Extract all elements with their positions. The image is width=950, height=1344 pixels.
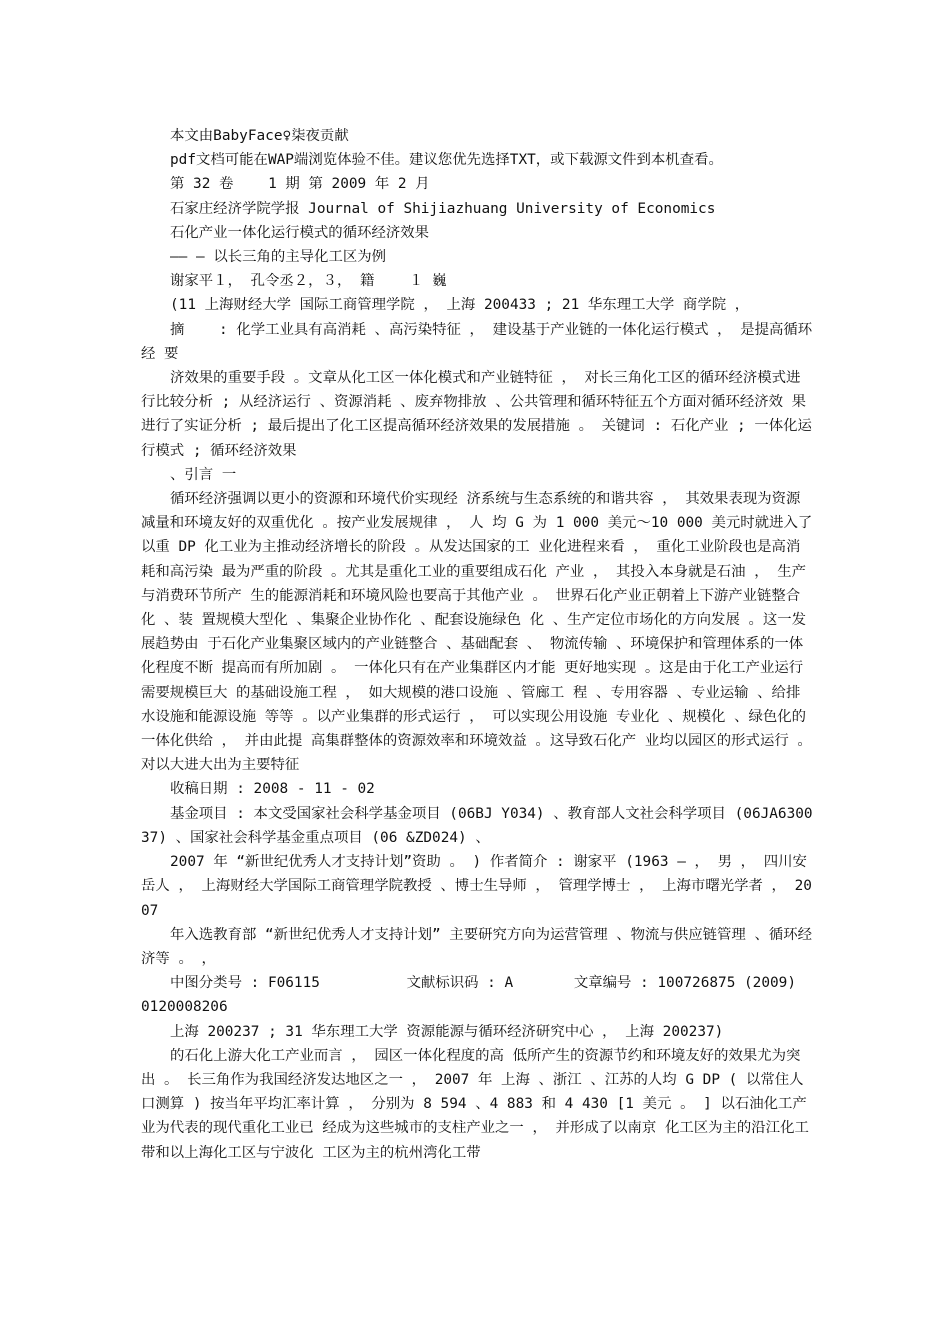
author-bio-2: 年入选教育部 “新世纪优秀人才支持计划” 主要研究方向为运营管理 、物流与供应链管理 、循环经济等 。 ， (141, 926, 813, 967)
funding-note: 基金项目 : 本文受国家社会科学基金项目 (06BJ Y034) 、教育部人文社会科学项目 (06JA630037) 、国家社会科学基金重点项目 (06 &ZD024) 、 (141, 805, 813, 846)
body-paragraph-1: 循环经济强调以更小的资源和环境代价实现经 济系统与生态系统的和谐共容 ， 其效果表现为资源 减量和环境友好的双重优化 。按产业发展规律 ， 人 均 G 为 1 000 美元～10 000 美元时就进入了以重 DP 化工业为主推动经济增长的阶段 。从发达国家的工 业化进程来看 ， 重化工业阶段也是高消耗和高污染 最为严重的阶段 。尤其是重化工业的重要组成石化 产业 ， 其投入本身就是石油 ， 生产与消费环节所产 生的能源消耗和环境风险也要高于其他产业 。 世界石化产业正朝着上下游产业链整合化 、装 置规模大型化 、集聚企业协作化 、配套设施绿色 化 、生产定位市场化的方向发展 。这一发展趋势由 于石化产业集聚区域内的产业链整合 、基础配套 、 物流传输 、环境保护和管理体系的一体化程度不断 提高而有所加剧 。 一体化只有在产业集群区内才能 更好地实现 。这是由于化工产业运行需要规模巨大 的基础设施工程 ， 如大规模的港口设施 、管廊工 程 、专用容器 、专业运输 、给排水设施和能源设施 等等 。以产业集群的形式运行 ， 可以实现公用设施 专业化 、规模化 、绿色化的一体化供给 ， 并由此提 高集群整体的资源效率和环境效益 。这导致石化产 业均以园区的形式运行 。对以大进大出为主要特征 (141, 491, 813, 774)
author-bio-1: 2007 年 “新世纪优秀人才支持计划”资助 。 ) 作者简介 : 谢家平 (1963 — ， 男 ， 四川安岳人 ， 上海财经大学国际工商管理学院教授 、博士生导师 ， 管理学博士 ， 上海市曙光学者 ， 2007 (141, 854, 812, 919)
affiliation-second: 上海 200237 ; 31 华东理工大学 资源能源与循环经济研究中心 ， 上海 200237) (170, 1023, 724, 1040)
journal-name: 石家庄经济学院学报 Journal of Shijiazhuang University of Economics (170, 200, 716, 217)
article-subtitle: —— — 以长三角的主导化工区为例 (170, 249, 387, 266)
affiliation-first: (11 上海财经大学 国际工商管理学院 ， 上海 200433 ; 21 华东理工大学 商学院 ， (170, 297, 750, 314)
volume-issue-line: 第 32 卷 1 期 第 2009 年 2 月 (170, 176, 430, 193)
classification-line: 中图分类号 : F06115 文献标识码 : A 文章编号 : 100726875 (2009) 0120008206 (141, 975, 805, 1016)
document-page (141, 124, 813, 1165)
abstract-continued: 济效果的重要手段 。文章从化工区一体化模式和产业链特征 ， 对长三角化工区的循环经济模式进 行比较分析 ; 从经济运行 、资源消耗 、废弃物排放 、公共管理和循环特征五个方面对循环经济效 果进行了实证分析 ; 最后提出了化工区提高循环经济效果的发展措施 。 关键词 : 石化产业 ; 一体化运行模式 ; 循环经济效果 (141, 370, 812, 459)
wap-notice-line: pdf文档可能在WAP端浏览体验不佳。建议您优先选择TXT，或下载源文件到本机查看。 (170, 152, 723, 169)
article-title: 石化产业一体化运行模式的循环经济效果 (170, 224, 430, 241)
author-list: 谢家平１， 孔令丞２，３， 籍 １ 巍 (170, 273, 447, 290)
received-date: 收稿日期 : 2008 - 11 - 02 (170, 781, 375, 798)
body-paragraph-2: 的石化上游大化工产业而言 ， 园区一体化程度的高 低所产生的资源节约和环境友好的效果尤为突出 。 长三角作为我国经济发达地区之一 ， 2007 年 上海 、浙江 、江苏的人均 G DP ( 以常住人口测算 ) 按当年平均汇率计算 ， 分别为 8 594 、4 883 和 4 430 [1 美元 。 ] 以石油化工产业为代表的现代重化工业已 经成为这些城市的支柱产业之一 ， 并形成了以南京 化工区为主的沿江化工带和以上海化工区与宁波化 工区为主的杭州湾化工带 (141, 1047, 809, 1161)
contributor-line: 本文由BabyFace♀柒夜贡献 (170, 128, 349, 144)
abstract-first: 摘 : 化学工业具有高消耗 、高污染特征 ， 建设基于产业链的一体化运行模式 ， 是提高循环经 要 (141, 321, 813, 362)
section-heading: 、引言 一 (170, 466, 237, 483)
